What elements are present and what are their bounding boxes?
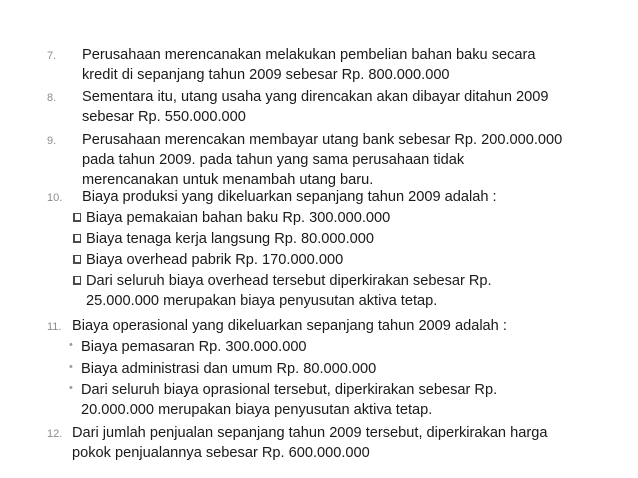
item-11-sub-1: Biaya pemasaran Rp. 300.000.000	[81, 339, 307, 355]
checkbox-bullet-icon	[73, 234, 81, 243]
item-10-line-1: Biaya produksi yang dikeluarkan sepanjang tahun 2009 adalah :	[82, 189, 497, 205]
item-9-number: 9.	[47, 135, 57, 147]
item-10-sub-2: Biaya tenaga kerja langsung Rp. 80.000.000	[86, 231, 375, 247]
checkbox-bullet-icon	[73, 276, 81, 285]
checkbox-bullet-icon	[73, 255, 81, 264]
item-10-sub-4-line-1: Dari seluruh biaya overhead tersebut diperkirakan sebesar Rp.	[86, 273, 492, 289]
dot-bullet-icon: •	[69, 382, 73, 394]
item-8-line-2: sebesar Rp. 550.000.000	[82, 109, 246, 125]
item-10-sub-3: Biaya overhead pabrik Rp. 170.000.000	[86, 252, 344, 268]
item-12-line-2: pokok penjualannya sebesar Rp. 600.000.000	[72, 445, 370, 461]
item-7-line-2: kredit di sepanjang tahun 2009 sebesar Rp. 800.000.000	[82, 67, 450, 83]
item-9-line-3: merencanakan untuk menambah utang baru.	[82, 172, 374, 188]
item-11-sub-3-line-2: 20.000.000 merupakan biaya penyusutan aktiva tetap.	[81, 402, 433, 418]
item-11-sub-3-line-1: Dari seluruh biaya oprasional tersebut, diperkirakan sebesar Rp.	[81, 382, 498, 398]
item-12-number: 12.	[47, 428, 63, 440]
item-12-line-1: Dari jumlah penjualan sepanjang tahun 2009 tersebut, diperkirakan harga	[72, 425, 548, 441]
item-11-sub-2: Biaya administrasi dan umum Rp. 80.000.000	[81, 361, 377, 377]
item-9-line-1: Perusahaan merencakan membayar utang bank sebesar Rp. 200.000.000	[82, 132, 563, 148]
item-8-number: 8.	[47, 92, 57, 104]
dot-bullet-icon: •	[69, 361, 73, 373]
item-10-sub-4-line-2: 25.000.000 merupakan biaya penyusutan aktiva tetap.	[86, 293, 438, 309]
item-7-line-1: Perusahaan merencanakan melakukan pembelian bahan baku secara	[82, 47, 536, 63]
checkbox-bullet-icon	[73, 213, 81, 222]
dot-bullet-icon: •	[69, 339, 73, 351]
item-7-number: 7.	[47, 50, 57, 62]
item-11-line-1: Biaya operasional yang dikeluarkan sepanjang tahun 2009 adalah :	[72, 318, 507, 334]
item-10-sub-1: Biaya pemakaian bahan baku Rp. 300.000.000	[86, 210, 391, 226]
item-10-number: 10.	[47, 192, 63, 204]
item-11-number: 11.	[47, 321, 62, 333]
item-9-line-2: pada tahun 2009. pada tahun yang sama perusahaan tidak	[82, 152, 465, 168]
item-8-line-1: Sementara itu, utang usaha yang direncakan akan dibayar ditahun 2009	[82, 89, 549, 105]
